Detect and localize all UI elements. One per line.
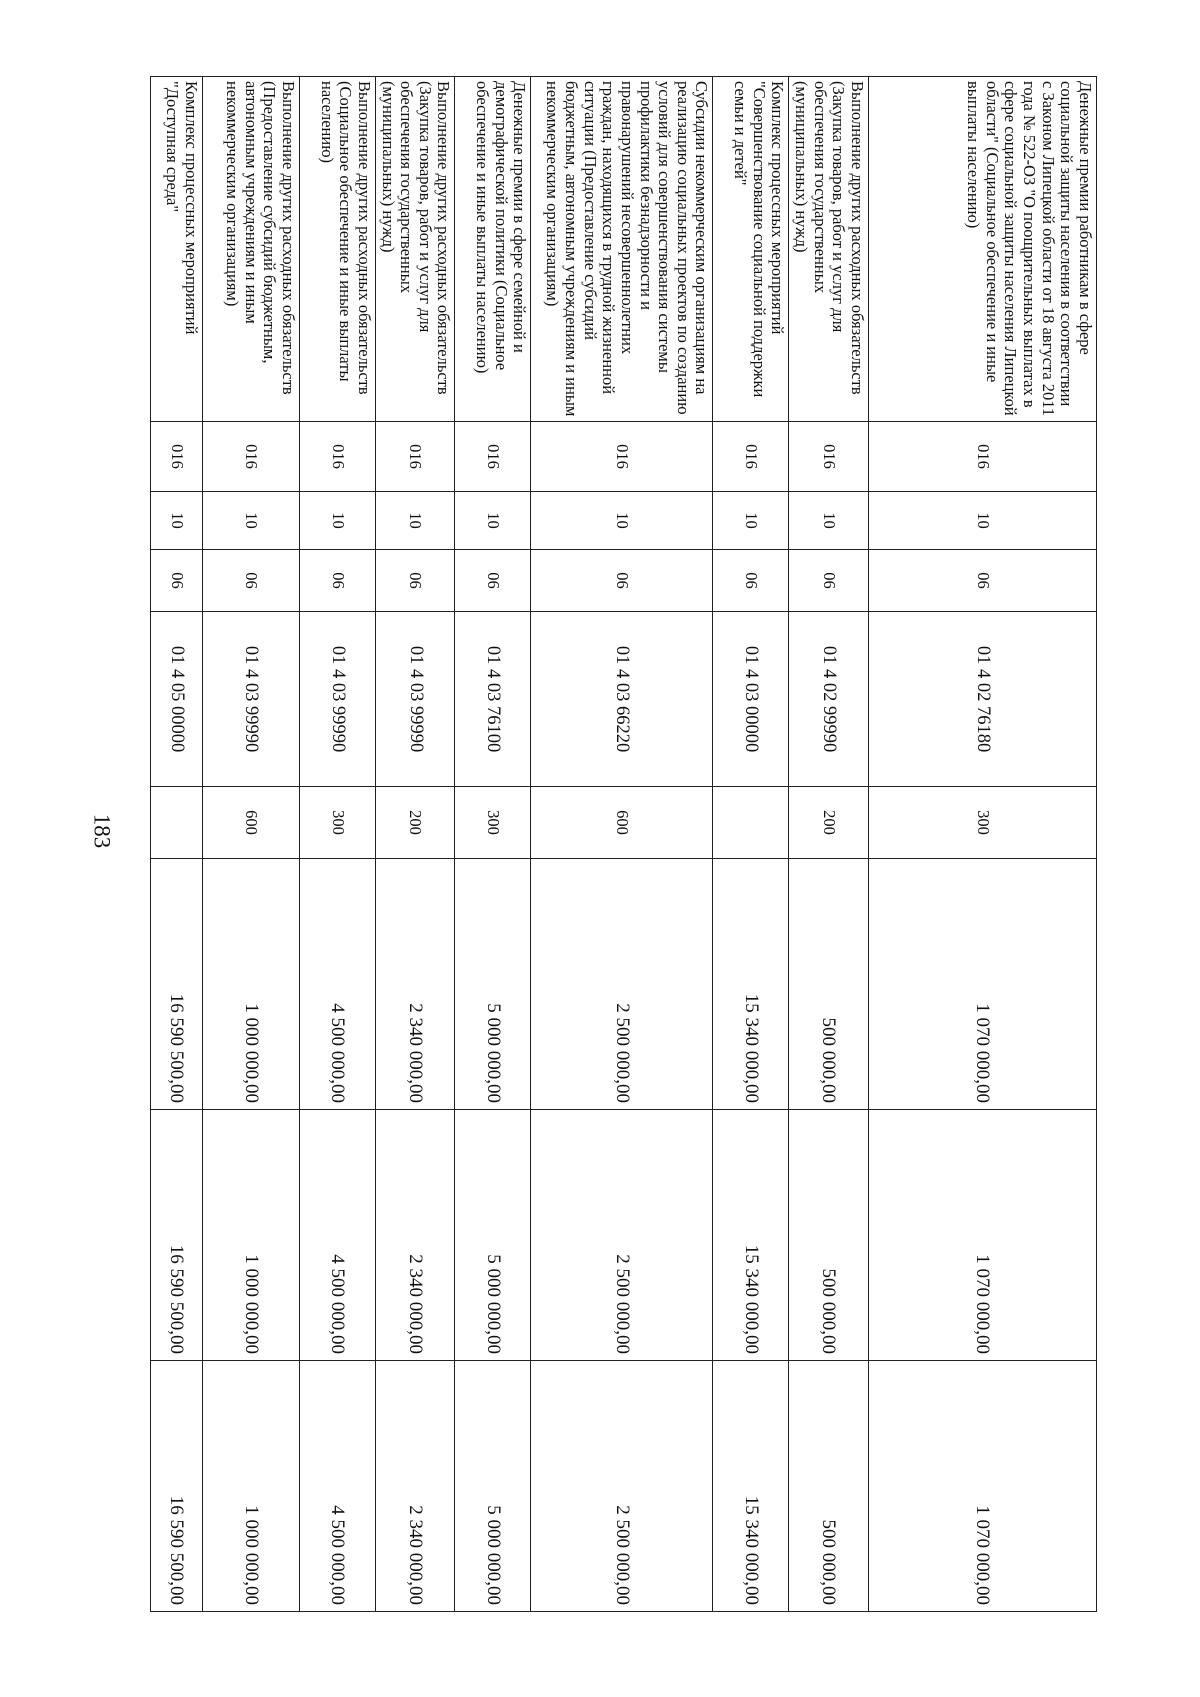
ministry-code: 016 <box>789 422 869 492</box>
rotated-table-frame <box>163 76 1097 1611</box>
amount-year-1: 1 070 000,00 <box>869 859 1097 1110</box>
table-row <box>299 77 375 1612</box>
ministry-code: 016 <box>455 422 531 492</box>
amount-year-2: 15 340 000,00 <box>713 1110 789 1361</box>
amount-year-3: 1 070 000,00 <box>869 1361 1097 1612</box>
row-name: Комплекс процессных мероприятий "Доступная среда" <box>150 77 202 422</box>
subsection-code: 06 <box>299 550 375 612</box>
row-name: Выполнение других расходных обязательств (Закупка товаров, работ и услуг для обеспечения государственных (муниципальных) нужд) <box>375 77 455 422</box>
amount-year-1: 15 340 000,00 <box>713 859 789 1110</box>
amount-year-1: 2 340 000,00 <box>375 859 455 1110</box>
amount-year-2: 5 000 000,00 <box>455 1110 531 1361</box>
budget-table <box>150 76 1097 1612</box>
amount-year-2: 1 070 000,00 <box>869 1110 1097 1361</box>
section-code: 10 <box>375 492 455 550</box>
amount-year-3: 2 500 000,00 <box>531 1361 713 1612</box>
target-code: 01 4 03 99990 <box>299 612 375 787</box>
section-code: 10 <box>869 492 1097 550</box>
table-row <box>375 77 455 1612</box>
amount-year-3: 15 340 000,00 <box>713 1361 789 1612</box>
amount-year-1: 16 590 500,00 <box>150 859 202 1110</box>
amount-year-1: 500 000,00 <box>789 859 869 1110</box>
page-number: 183 <box>89 813 115 849</box>
table-row <box>202 77 299 1612</box>
expense-type-code: 300 <box>299 787 375 859</box>
expense-type-code: 200 <box>789 787 869 859</box>
subsection-code: 06 <box>531 550 713 612</box>
section-code: 10 <box>531 492 713 550</box>
table-row <box>455 77 531 1612</box>
amount-year-1: 4 500 000,00 <box>299 859 375 1110</box>
table-row <box>531 77 713 1612</box>
expense-type-code <box>150 787 202 859</box>
expense-type-code: 600 <box>531 787 713 859</box>
target-code: 01 4 02 99990 <box>789 612 869 787</box>
expense-type-code: 300 <box>869 787 1097 859</box>
target-code: 01 4 05 00000 <box>150 612 202 787</box>
subsection-code: 06 <box>202 550 299 612</box>
subsection-code: 06 <box>455 550 531 612</box>
ministry-code: 016 <box>150 422 202 492</box>
ministry-code: 016 <box>375 422 455 492</box>
table-row <box>789 77 869 1612</box>
expense-type-code <box>713 787 789 859</box>
subsection-code: 06 <box>375 550 455 612</box>
subsection-code: 06 <box>713 550 789 612</box>
section-code: 10 <box>455 492 531 550</box>
amount-year-3: 500 000,00 <box>789 1361 869 1612</box>
row-name: Комплекс процессных мероприятий "Совершенствование социальной поддержки семьи и детей" <box>713 77 789 422</box>
section-code: 10 <box>202 492 299 550</box>
row-name: Выполнение других расходных обязательств (Закупка товаров, работ и услуг для обеспечения государственных (муниципальных) нужд) <box>789 77 869 422</box>
amount-year-3: 2 340 000,00 <box>375 1361 455 1612</box>
amount-year-2: 2 340 000,00 <box>375 1110 455 1361</box>
ministry-code: 016 <box>713 422 789 492</box>
amount-year-1: 5 000 000,00 <box>455 859 531 1110</box>
ministry-code: 016 <box>299 422 375 492</box>
subsection-code: 06 <box>789 550 869 612</box>
row-name: Выполнение других расходных обязательств (Социальное обеспечение и иные выплаты населению) <box>299 77 375 422</box>
subsection-code: 06 <box>869 550 1097 612</box>
section-code: 10 <box>150 492 202 550</box>
amount-year-2: 1 000 000,00 <box>202 1110 299 1361</box>
target-code: 01 4 03 00000 <box>713 612 789 787</box>
expense-type-code: 200 <box>375 787 455 859</box>
table-row <box>869 77 1097 1612</box>
amount-year-3: 1 000 000,00 <box>202 1361 299 1612</box>
row-name: Выполнение других расходных обязательств (Предоставление субсидий бюджетным, автономным учреждениям и иным некоммерческим организациям) <box>202 77 299 422</box>
amount-year-2: 16 590 500,00 <box>150 1110 202 1361</box>
row-name: Денежные премии работникам в сфере социальной защиты населения в соответствии с Законом Липецкой области от 18 августа 2011 года № 522-ОЗ "О поощрительных выплатах в сфере социальной защиты населения Липецкой области" (Социальное обеспечение и иные выплаты населению) <box>869 77 1097 422</box>
row-name: Денежные премии в сфере семейной и демографической политики (Социальное обеспечение и иные выплаты населению) <box>455 77 531 422</box>
amount-year-3: 5 000 000,00 <box>455 1361 531 1612</box>
target-code: 01 4 03 66220 <box>531 612 713 787</box>
ministry-code: 016 <box>869 422 1097 492</box>
amount-year-2: 2 500 000,00 <box>531 1110 713 1361</box>
section-code: 10 <box>299 492 375 550</box>
row-name: Субсидии некоммерческим организациям на реализацию социальных проектов по созданию условий для совершенствования системы профилактики безнадзорности и правонарушений несовершеннолетних граждан, находящихся в трудной жизненной ситуации (Предоставление субсидий бюджетным, автономным учреждениям и иным некоммерческим организациям) <box>531 77 713 422</box>
table-body <box>150 77 1096 1612</box>
target-code: 01 4 03 99990 <box>202 612 299 787</box>
target-code: 01 4 03 99990 <box>375 612 455 787</box>
amount-year-3: 16 590 500,00 <box>150 1361 202 1612</box>
expense-type-code: 600 <box>202 787 299 859</box>
amount-year-1: 2 500 000,00 <box>531 859 713 1110</box>
amount-year-3: 4 500 000,00 <box>299 1361 375 1612</box>
expense-type-code: 300 <box>455 787 531 859</box>
budget-table-container <box>163 76 1097 1611</box>
amount-year-1: 1 000 000,00 <box>202 859 299 1110</box>
target-code: 01 4 02 76180 <box>869 612 1097 787</box>
ministry-code: 016 <box>202 422 299 492</box>
section-code: 10 <box>789 492 869 550</box>
subsection-code: 06 <box>150 550 202 612</box>
section-code: 10 <box>713 492 789 550</box>
amount-year-2: 500 000,00 <box>789 1110 869 1361</box>
table-row <box>713 77 789 1612</box>
ministry-code: 016 <box>531 422 713 492</box>
target-code: 01 4 03 76100 <box>455 612 531 787</box>
table-row <box>150 77 202 1612</box>
amount-year-2: 4 500 000,00 <box>299 1110 375 1361</box>
